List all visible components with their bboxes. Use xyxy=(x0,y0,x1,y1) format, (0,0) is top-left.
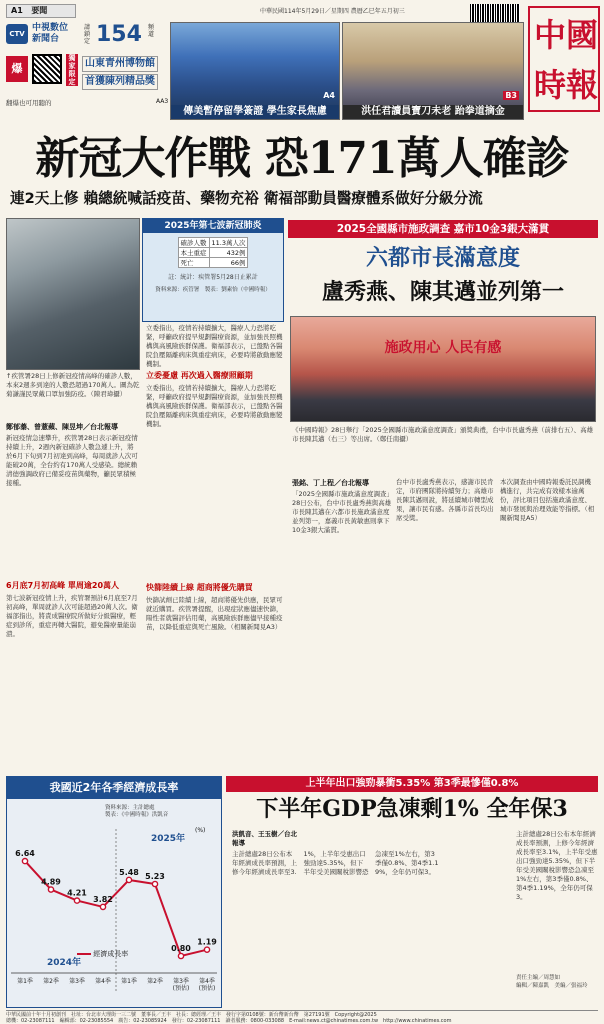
poll-col-1: 「2025全國縣市施政滿意度調查」28日公布，台中市長盧秀燕與高雄市長陳其邁在六都市長施政滿意度並列第一，嘉義市長黃敏惠則拿下10金3銀大滿貫。 xyxy=(292,490,392,534)
subhead-1: 6月底7月初高峰 單周逾20萬人 xyxy=(6,581,120,590)
chart-source: 資料來源：主計總處 製表：《中國時報》洪凱音 xyxy=(105,805,169,818)
data-label: 3.82 xyxy=(93,894,113,904)
x-tick-label: 第3季 xyxy=(173,978,189,985)
x-tick-label: 第4季 xyxy=(199,978,215,985)
x-tick-label: (預估) xyxy=(172,985,190,992)
ctv-line2: 新聞台 xyxy=(32,34,60,44)
ctv-logo-icon: CTV xyxy=(6,24,28,44)
data-label: 5.48 xyxy=(119,867,139,877)
museum-promo xyxy=(6,52,169,120)
qr-code-icon xyxy=(32,54,62,84)
covid-box xyxy=(142,218,284,322)
data-point xyxy=(178,953,183,958)
x-tick-label: 第4季 xyxy=(95,978,111,985)
data-point xyxy=(22,859,27,864)
col-text-4: 快篩試劑已陸續上線，超商將優先供應，民眾可就近購買。疾管署提醒，出現症狀應儘速快篩，陽性者就醫評估用藥，高風險族群應儘早接種疫苗，以降低重症與死亡風險。（相關新聞見A3） xyxy=(146,596,283,631)
teaser-photo-a[interactable] xyxy=(170,22,340,120)
legend-label: 經濟成長率 xyxy=(93,950,129,958)
museum-ref: AA3 xyxy=(156,98,169,105)
promo-icon: 爆 xyxy=(6,56,28,82)
covid-source: 資料來源：疾管署 製表：劉素怡（中國時報） xyxy=(155,287,271,293)
data-label: 0.80 xyxy=(171,944,191,953)
teaser-photo-b[interactable] xyxy=(342,22,524,120)
covid-box-title: 2025年第七波新冠肺炎 xyxy=(143,219,283,233)
poll-photo-caption: 《中國時報》28日舉行「2025全國縣市施政滿意度調查」頒獎典禮，台中市長盧秀燕（前排右五）、高雄市長陳其邁（右三）等出席。（鄭任南攝） xyxy=(292,426,594,443)
col-text-3b: 立委指出，疫情若持續擴大，醫療人力恐將吃緊，呼籲政府提早規劃醫療資源，並加強長照機構與高風險族群保護。衛福部表示，已盤點各醫院負壓隔離病床與重症病床，必要時將啟動應變機制。 xyxy=(146,384,283,428)
data-point xyxy=(100,904,105,909)
x-tick-label: 第1季 xyxy=(121,978,137,985)
x-tick-label: (預估) xyxy=(198,985,216,992)
ctv-line1: 中視數位 xyxy=(32,23,69,33)
covid-value: 432例 xyxy=(209,248,248,258)
gdp-text-side: 主計總處28日公布本年經濟成長率預測，上修今年經濟成長率至3.1%，上半年受惠出口強勁達5.35%，但下半年受美國關稅影響恐急凍至1%左右，第3季僅0.8%、第4季1.19%，全年仍可保3。 xyxy=(516,830,598,901)
poll-banner: 2025全國縣市施政調查 嘉市10金3銀大滿貫 xyxy=(288,220,598,238)
covid-label: 本土重症 xyxy=(178,248,209,258)
masthead xyxy=(528,6,600,112)
poll-subtitle: 盧秀燕、陳其邁並列第一 xyxy=(321,279,564,305)
stage-text: 施政用心 人民有感 xyxy=(384,340,502,356)
sub-headline: 連2天上修 賴總統喊話疫苗、藥物充裕 衛福部動員醫療體系做好分級分流 xyxy=(10,190,483,207)
col-text-1: 新冠疫情急速攀升，疾管署28日表示新冠疫情持續上升，2週內新冠確診人數急遽上升，將於6月下旬到7月初達到高峰，每周就診人次可能破20萬，全台約有170萬人受感染。總統賴清德強調政府已備妥疫苗與藥物，籲民眾積極接種。 xyxy=(6,434,138,487)
date-line: 中華民國114年5月29日／星期四 農曆乙巳年五月初三 xyxy=(260,8,405,15)
data-point xyxy=(152,881,157,886)
footer-line2: 總機：02-23087111 編輯部：02-23085554 廣告：02-23085924 發行：02-23087111 讀者服務：0800-033088 E-mail:news.ct@chinatimes.com.tw http://www.chinatimes.com xyxy=(6,1018,452,1024)
covid-row-severe xyxy=(178,248,248,258)
promo-label: 獨家限定 xyxy=(66,54,78,86)
poll-photo[interactable] xyxy=(290,316,596,422)
scan-text: 翻爆也可用聽的 xyxy=(6,99,52,107)
masthead-text: 中國時報 xyxy=(533,16,598,104)
gdp-chart xyxy=(6,776,222,1008)
covid-photo[interactable] xyxy=(6,218,140,370)
data-label: 1.19 xyxy=(197,937,217,947)
main-headline: 新冠大作戰 恐171萬人確診 xyxy=(35,133,569,184)
channel-prefix: 請鎖定 xyxy=(84,24,91,45)
gdp-headline: 下半年GDP急凍剩1% 全年保3 xyxy=(256,796,568,822)
byline-left: 鄭郁蓁、曾薏蘋、陳昱坤／台北報導 xyxy=(6,423,118,431)
data-label: 6.64 xyxy=(15,849,35,859)
channel-number: 154 xyxy=(96,22,142,47)
section-name: 要聞 xyxy=(31,6,48,15)
x-tick-label: 第3季 xyxy=(69,978,85,985)
covid-row-deaths xyxy=(178,258,248,268)
gdp-text: 主計總處28日公布本年經濟成長率預測，上修今年經濟成長率至3.1%，上半年受惠出口強勁達5.35%，但下半年受美國關稅影響恐急凍至1%左右，第3季僅0.8%、第4季1.19%，全年仍可保3。 xyxy=(232,850,439,876)
museum-line2: 首獲陳列精品獎 xyxy=(82,74,158,90)
gdp-line-chart xyxy=(7,799,221,1005)
x-tick-label: 第2季 xyxy=(147,978,163,985)
poll-col-2: 台中市長盧秀燕表示，感謝市民肯定，市府團隊將持續努力；高雄市長陳其邁則說，將延續城市轉型成果，讓市民有感。各縣市首長均出席受獎。 xyxy=(396,478,494,522)
chart-legend xyxy=(77,949,128,959)
data-label: 5.23 xyxy=(145,872,165,882)
data-point xyxy=(48,887,53,892)
covid-note: 註：統計：疾管署5月28日止累計 xyxy=(168,274,258,281)
legend-swatch xyxy=(77,953,91,955)
teaser-a-ref: A4 xyxy=(323,91,335,100)
covid-label: 確診人數 xyxy=(178,238,209,248)
covid-stats-table xyxy=(178,237,249,268)
poll-title: 六都市長滿意度 xyxy=(365,245,520,271)
footer-line1: 中華民國前十年十月初創刊 社址：台北市大理街一三二號 董事長／王丰 社長：總經理／王丰 發行字第0108號：新台幣新台幣 第27191號 Copyright@2025 xyxy=(6,1012,377,1018)
covid-row-cases xyxy=(178,238,248,248)
section-label: A1 xyxy=(11,6,23,15)
covid-value: 66例 xyxy=(209,258,248,268)
chart-title: 我國近2年各季經濟成長率 xyxy=(7,777,221,799)
subhead-2: 立委憂慮 再次過入醫療照顧期 xyxy=(146,371,253,380)
x-tick-label: 第2季 xyxy=(43,978,59,985)
data-point xyxy=(74,898,79,903)
data-label: 4.21 xyxy=(67,888,87,898)
header-section-tag xyxy=(6,4,76,18)
covid-photo-caption: ↑疾管署28日上修新冠疫情高峰的確診人數，本來2週多到達的人數恐超過170萬人。圖為乾菊謙謹民眾戴口罩加強防疫。（陳君瑋攝） xyxy=(6,372,140,398)
x-tick-label: 第1季 xyxy=(17,978,33,985)
ctv-promo xyxy=(6,22,166,48)
gdp-editor: 責任主編／周慧如 編輯／陳嘉凱 美編／張福玲 xyxy=(516,975,588,989)
data-point xyxy=(126,877,131,882)
poll-byline: 張銘、丁上程／台北報導 xyxy=(292,479,369,487)
covid-label: 死亡 xyxy=(178,258,209,268)
teaser-b-caption: 洪任君讀員寶刀未老 跆拳道摘金 xyxy=(343,105,523,119)
year-label: 2024年 xyxy=(46,958,82,968)
museum-line1: 山東青州博物館 xyxy=(82,56,158,72)
chart-unit: (%) xyxy=(195,827,206,834)
data-label: 4.89 xyxy=(41,877,61,887)
channel-suffix: 頻道 xyxy=(148,24,155,38)
teaser-a-caption: 傳美暫停留學簽證 學生家長焦慮 xyxy=(171,105,339,119)
gdp-byline: 洪凱音、王玉樹／台北報導 xyxy=(232,830,297,847)
data-point xyxy=(204,947,209,952)
col-text-2: 第七波新冠疫情上升，疾管署預計6月底至7月初高峰，單周就診人次可能超過20萬人次。衛福部指出，將責成醫療院所做好分級醫療，輕症到診所，重症再轉大醫院，避免醫療量能崩潰。 xyxy=(6,594,138,638)
year-label: 2025年 xyxy=(150,834,186,844)
poll-col-3: 本次調查由中國時報委託民調機構進行，共完成有效樣本逾萬份，評比項目包括施政滿意度、城市發展與治理效能等指標。（相關新聞見A5） xyxy=(500,478,595,522)
col-text-3a: 立委指出，疫情若持續擴大，醫療人力恐將吃緊，呼籲政府提早規劃醫療資源，並加強長照機構與高風險族群保護。衛福部表示，已盤點各醫院負壓隔離病床與重症病床，必要時將啟動應變機制。 xyxy=(146,324,283,368)
covid-value: 11.3萬人次 xyxy=(209,238,248,248)
gdp-kicker: 上半年出口強勁暴衝5.35% 第3季最慘僅0.8% xyxy=(226,776,598,792)
subhead-3: 快篩陸續上線 超商將優先購買 xyxy=(146,583,253,592)
teaser-b-ref: B3 xyxy=(505,91,517,100)
